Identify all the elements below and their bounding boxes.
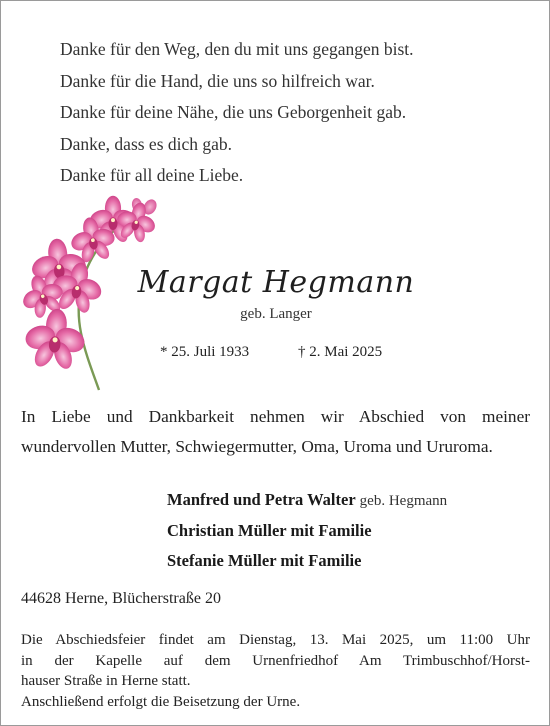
poem-line: Danke für die Hand, die uns so hilfreich war. [60, 70, 375, 91]
poem-line: Danke, dass es dich gab. [60, 133, 233, 154]
poem-line: Danke für all deine Liebe. [60, 165, 244, 185]
notice-line: Anschließend erfolgt die Beisetzung der Urne. [21, 693, 301, 710]
mourners-list [167, 485, 447, 576]
mourner-name: Stefanie Müller mit Familie [167, 551, 362, 570]
deceased-name: Margat Hegmann [137, 265, 415, 300]
mourner-entry [167, 485, 447, 516]
poem [60, 34, 530, 192]
address: 44628 Herne, Blücherstraße 20 [21, 590, 221, 607]
maiden-name: geb. Langer [240, 306, 312, 322]
mourner-note: geb. Hegmann [359, 493, 448, 509]
mourner-name: Christian Müller mit Familie [167, 521, 372, 540]
notice-line: Die Abschiedsfeier findet am Dienstag, 13. Mai 2025, um 11:00 Uhr [21, 632, 530, 648]
mourner-name: Manfred und Petra Walter [167, 490, 356, 509]
birth-date: * 25. Juli 1933 [160, 344, 250, 360]
notice-line: hauser Straße in Herne statt. [21, 673, 191, 689]
funeral-notice [21, 630, 530, 712]
mourner-entry [167, 516, 447, 546]
poem-line: Danke für den Weg, den du mit uns gegangen bist. [60, 39, 414, 59]
notice-line: in der Kapelle auf dem Urnenfriedhof Am Trimbuschhof/Horst- [21, 652, 530, 669]
death-date: † 2. Mai 2025 [298, 344, 383, 360]
farewell-text: In Liebe und Dankbarkeit nehmen wir Abschied von meiner wundervollen Mutter, Schwiegermutter, Oma, Uroma und Ururoma. [21, 407, 530, 456]
mourner-entry [167, 546, 447, 576]
poem-line: Danke für deine Nähe, die uns Geborgenheit gab. [60, 102, 407, 122]
